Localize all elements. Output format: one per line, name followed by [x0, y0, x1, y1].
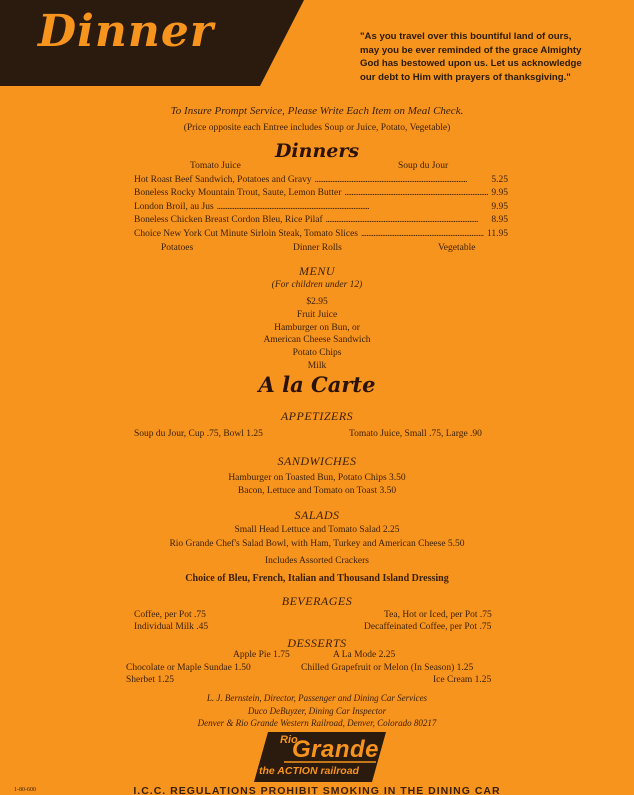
beverage-coffee: Coffee, per Pot .75 — [134, 610, 206, 620]
salad-item: Small Head Lettuce and Tomato Salad 2.25 — [234, 525, 400, 535]
leader-dots — [344, 187, 488, 200]
sandwich-item: Hamburger on Toasted Bun, Potato Chips 3.50 — [228, 473, 406, 483]
blessing-line: God has bestowed upon us. Let us acknowledge — [360, 58, 582, 69]
salad-item: Rio Grande Chef's Salad Bowl, with Ham, Turkey and American Cheese 5.50 — [169, 538, 465, 549]
beverage-decaf: Decaffeinated Coffee, per Pot .75 — [364, 622, 492, 632]
beverage-tea: Tea, Hot or Iced, per Pot .75 — [384, 610, 492, 620]
entree-list — [134, 174, 508, 241]
children-menu-list — [0, 296, 634, 373]
blessing-line: our debt to Him with prayers of thanksgiving." — [360, 71, 571, 83]
children-menu-price: $2.95 — [306, 297, 328, 307]
starter-soup: Soup du Jour — [398, 161, 449, 171]
appetizers-heading: APPETIZERS — [280, 409, 354, 423]
entree-name: Boneless Rocky Mountain Trout, Saute, Lemon Butter — [134, 188, 342, 199]
entree-price: 9.95 — [491, 188, 508, 199]
entree-price: 8.95 — [491, 215, 508, 226]
leader-dots — [326, 214, 489, 227]
dessert-sherbet: Sherbet 1.25 — [126, 675, 175, 685]
entree-price: 5.25 — [491, 175, 508, 185]
sandwich-item: Bacon, Lettuce and Tomato on Toast 3.50 — [237, 485, 397, 496]
beverages-heading: BEVERAGES — [281, 594, 353, 608]
entree-name: Boneless Chicken Breast Cordon Bleu, Rice Pilaf — [134, 215, 323, 226]
leader-dots — [315, 174, 489, 187]
dessert-apple-pie: Apple Pie 1.75 — [233, 650, 290, 660]
page-title: Dinner — [38, 6, 215, 57]
credits — [0, 692, 634, 730]
logo-grande: Grande — [292, 736, 380, 763]
entree-item — [134, 174, 508, 187]
credit-line: L. J. Bernstein, Director, Passenger and Dining Car Services — [206, 693, 428, 703]
desserts-heading: DESSERTS — [287, 636, 347, 650]
form-number: 1-80-600 — [14, 787, 36, 793]
leader-dots — [217, 201, 489, 214]
side-vegetable: Vegetable — [438, 243, 476, 253]
logo-tagline: the ACTION railroad — [259, 765, 359, 777]
dessert-sundae: Chocolate or Maple Sundae 1.50 — [126, 663, 251, 673]
salad-item: Includes Assorted Crackers — [265, 556, 369, 566]
a-la-carte-heading: A la Carte — [258, 372, 376, 397]
children-menu-heading: MENU — [299, 264, 335, 278]
side-potatoes: Potatoes — [161, 243, 194, 253]
children-menu-subheading: (For children under 12) — [271, 280, 363, 290]
dessert-a-la-mode: A La Mode 2.25 — [333, 650, 396, 660]
dessert-ice-cream: Ice Cream 1.25 — [433, 675, 492, 685]
beverage-milk: Individual Milk .45 — [134, 622, 209, 632]
blessing-line: may you be ever reminded of the grace Almighty — [360, 44, 582, 56]
salads-heading: SALADS — [294, 508, 340, 522]
children-menu-item: Hamburger on Bun, or — [274, 322, 360, 333]
price-note: (Price opposite each Entree includes Soup or Juice, Potato, Vegetable) — [183, 123, 451, 133]
children-menu-item: Milk — [307, 360, 327, 371]
entree-name: Hot Roast Beef Sandwich, Potatoes and Gravy — [134, 175, 312, 185]
side-rolls: Dinner Rolls — [293, 243, 342, 253]
entree-name: London Broil, au Jus — [134, 201, 214, 212]
credit-line: Duco DeBuyzer, Dining Car Inspector — [247, 705, 387, 716]
children-menu-item: Fruit Juice — [296, 309, 338, 320]
children-menu-item: Potato Chips — [292, 348, 342, 359]
entree-price: 9.95 — [491, 201, 508, 212]
children-menu-item: American Cheese Sandwich — [263, 335, 371, 346]
credit-line: Denver & Rio Grande Western Railroad, Denver, Colorado 80217 — [197, 718, 437, 728]
starter-tomato-juice: Tomato Juice — [190, 161, 241, 171]
sandwiches-heading: SANDWICHES — [277, 454, 357, 468]
dinners-heading: Dinners — [274, 140, 360, 162]
appetizer-juice: Tomato Juice, Small .75, Large .90 — [349, 429, 482, 439]
dessert-grapefruit: Chilled Grapefruit or Melon (In Season) 1.25 — [301, 663, 474, 673]
entree-price: 11.95 — [486, 228, 508, 239]
entree-item — [134, 228, 508, 241]
order-instructions: To Insure Prompt Service, Please Write Each Item on Meal Check. — [170, 105, 464, 117]
entree-item — [134, 201, 508, 214]
entree-item — [134, 187, 508, 200]
leader-dots — [361, 228, 484, 241]
appetizer-soup: Soup du Jour, Cup .75, Bowl 1.25 — [134, 429, 263, 439]
entree-item — [134, 214, 508, 227]
smoking-regulation: I.C.C. REGULATIONS PROHIBIT SMOKING IN THE DINING CAR — [133, 785, 501, 795]
sandwich-list — [0, 472, 634, 498]
dressing-choice: Choice of Bleu, French, Italian and Thousand Island Dressing — [185, 573, 449, 584]
blessing-text — [360, 30, 622, 84]
blessing-line: "As you travel over this bountiful land of ours, — [360, 31, 572, 42]
salad-list — [0, 524, 634, 569]
entree-name: Choice New York Cut Minute Sirloin Steak, Tomato Slices — [134, 228, 358, 239]
logo-rio: Rio — [280, 734, 298, 746]
